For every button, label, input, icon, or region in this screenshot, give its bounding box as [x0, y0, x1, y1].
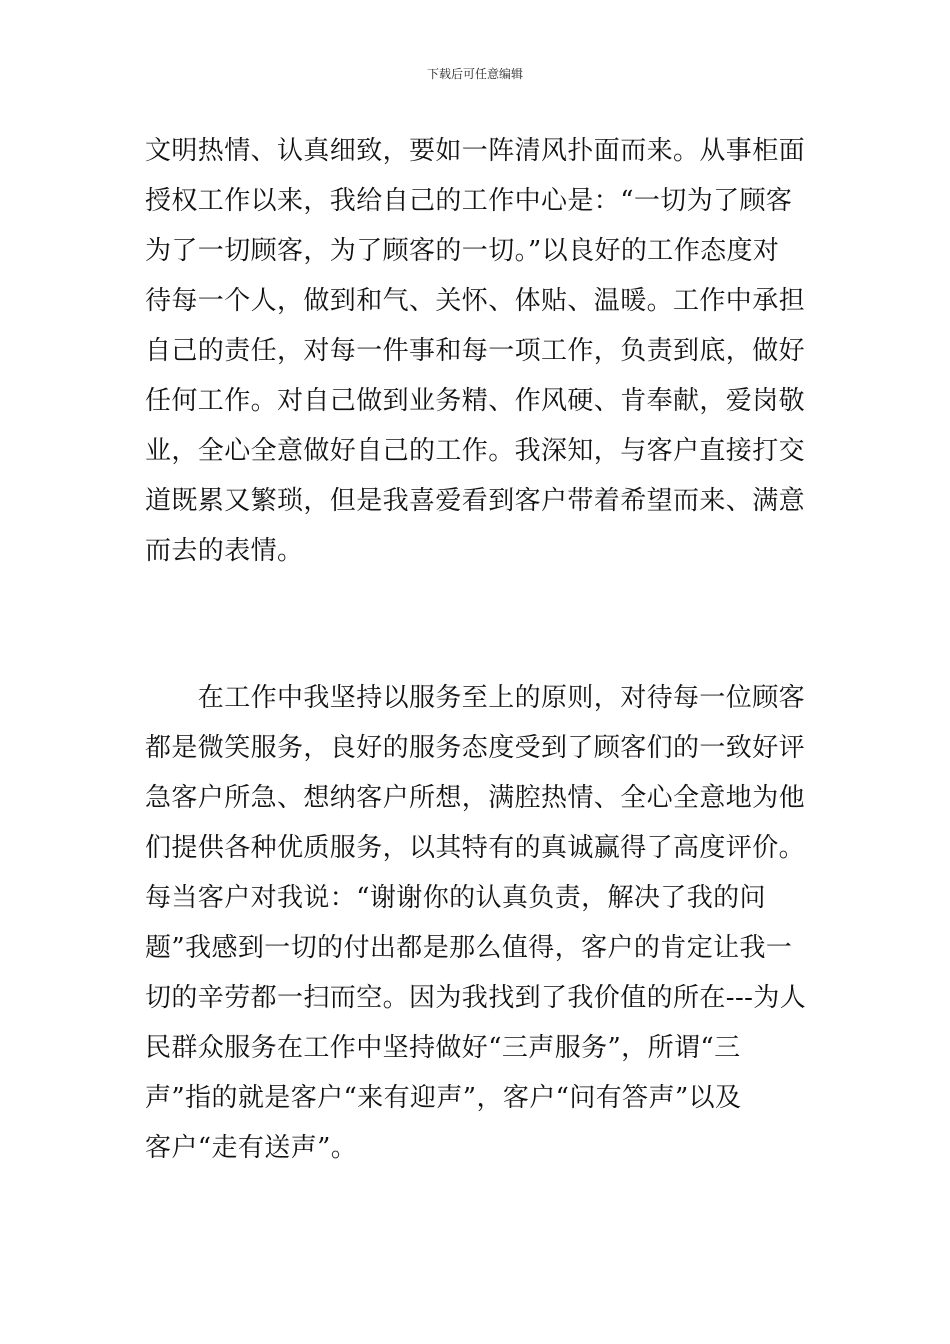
paragraph-line: 为了一切顾客，为了顾客的一切。”以良好的工作态度对 — [145, 236, 780, 266]
paragraph-line: 们提供各种优质服务，以其特有的真诚赢得了高度评价。 — [145, 833, 806, 863]
paragraph-line: 都是微笑服务，良好的服务态度受到了顾客们的一致好评 — [145, 733, 806, 763]
paragraph-line: 业，全心全意做好自己的工作。我深知，与客户直接打交 — [145, 436, 806, 466]
paragraph-line: 声”指的就是客户“来有迎声”，客户“问有答声”以及 — [145, 1083, 742, 1113]
paragraph-line: 每当客户对我说：“谢谢你的认真负责，解决了我的问 — [145, 883, 766, 913]
paragraph-2 — [145, 673, 810, 1173]
paragraph-line: 民群众服务在工作中坚持做好“三声服务”，所谓“三 — [145, 1033, 741, 1063]
paragraph-line: 任何工作。对自己做到业务精、作风硬、肯奉献，爱岗敬 — [145, 386, 806, 416]
paragraph-line: 待每一个人，做到和气、关怀、体贴、温暖。工作中承担 — [145, 286, 806, 316]
paragraph-1 — [145, 126, 810, 576]
paragraph-line: 题”我感到一切的付出都是那么值得，客户的肯定让我一 — [145, 933, 793, 963]
paragraph-line: 自己的责任，对每一件事和每一项工作，负责到底，做好 — [145, 336, 806, 366]
paragraph-line: 道既累又繁琐，但是我喜爱看到客户带着希望而来、满意 — [145, 486, 806, 516]
paragraph-line: 而去的表情。 — [145, 536, 304, 566]
paragraph-line: 切的辛劳都一扫而空。因为我找到了我价值的所在---为人 — [145, 983, 807, 1013]
paragraph-line: 急客户所急、想纳客户所想，满腔热情、全心全意地为他 — [145, 783, 806, 813]
paragraph-line: 授权工作以来，我给自己的工作中心是：“一切为了顾客 — [145, 186, 793, 216]
page-header: 下载后可任意编辑 — [426, 67, 523, 81]
paragraph-line: 在工作中我坚持以服务至上的原则，对待每一位顾客 — [145, 683, 806, 713]
paragraph-line: 客户“走有送声”。 — [145, 1133, 358, 1163]
paragraph-line: 文明热情、认真细致，要如一阵清风扑面而来。从事柜面 — [145, 136, 806, 166]
